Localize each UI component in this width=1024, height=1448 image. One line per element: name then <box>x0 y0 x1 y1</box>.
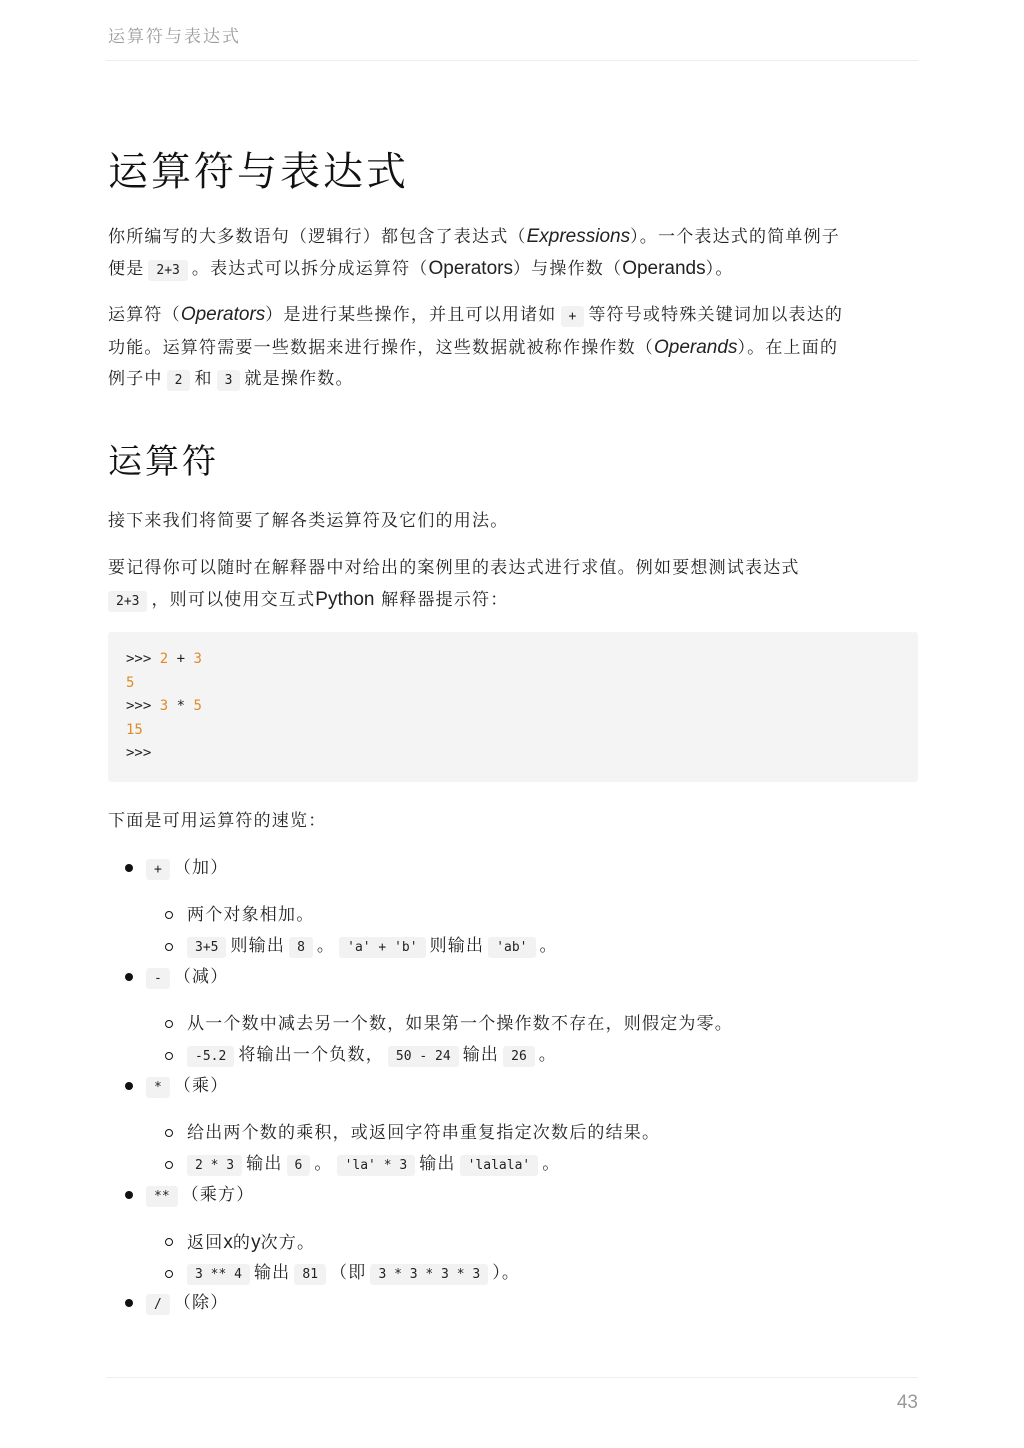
text: 你所编写的大多数语句（逻辑行）都包含了表达式（ <box>108 227 527 247</box>
text: 。表达式可以拆分成运算符（ <box>191 259 429 279</box>
sub-item-desc: 给出两个数的乘积，或返回字符串重复指定次数后的结果。 <box>187 1123 661 1143</box>
operator: * <box>176 698 186 714</box>
intro-paragraph-2 <box>108 299 918 396</box>
operator-name: （乘） <box>173 1076 229 1096</box>
inline-code: 3 <box>217 370 241 391</box>
term-python: Python <box>315 589 375 610</box>
list-item-div <box>146 1288 228 1320</box>
prompt: >>> <box>126 698 152 714</box>
sub-bullet-icon <box>165 1020 173 1028</box>
term-operators: Operators <box>428 258 513 279</box>
operator-symbol: - <box>146 968 170 989</box>
operator-symbol: + <box>146 859 170 880</box>
sub-item-example <box>187 1258 520 1290</box>
var-y: y <box>251 1232 261 1253</box>
term-operands: Operands <box>622 258 706 279</box>
operator: + <box>176 651 186 667</box>
text: 输出 <box>253 1263 291 1283</box>
operator-name: （减） <box>173 967 229 987</box>
number: 3 <box>193 651 202 667</box>
operator-name: （乘方） <box>181 1185 255 1205</box>
inline-code: 'lalala' <box>460 1155 539 1176</box>
sub-bullet-icon <box>165 943 173 951</box>
sub-item-desc: 从一个数中减去另一个数，如果第一个操作数不存在，则假定为零。 <box>187 1014 733 1034</box>
text: 的 <box>232 1233 252 1253</box>
term-operands: Operands <box>654 337 738 358</box>
output: 5 <box>126 674 135 691</box>
text: 例子中 <box>108 369 163 389</box>
text: ）与操作数（ <box>512 259 623 279</box>
text: 。 <box>539 936 558 956</box>
inline-code: 2+3 <box>108 591 147 612</box>
number: 3 <box>159 698 169 714</box>
bullet-icon <box>125 864 133 872</box>
text: 功能。运算符需要一些数据来进行操作，这些数据就被称作操作数（ <box>108 338 654 358</box>
inline-code: 3+5 <box>187 937 226 958</box>
list-item-mul <box>146 1071 228 1103</box>
text: 则输出 <box>230 936 286 956</box>
text: 输出 <box>246 1154 283 1174</box>
inline-code: 2 <box>167 370 191 391</box>
section-paragraph-2 <box>108 553 918 617</box>
inline-code: 'la' * 3 <box>337 1155 416 1176</box>
text: ）。 <box>492 1263 521 1283</box>
inline-code: + <box>561 306 585 327</box>
list-item-add <box>146 853 228 885</box>
number: 2 <box>159 651 169 667</box>
text: 解释器提示符： <box>381 590 509 610</box>
list-item-pow <box>146 1180 254 1212</box>
number: 5 <box>193 698 202 714</box>
bullet-icon <box>125 1299 133 1307</box>
bullet-icon <box>125 1191 133 1199</box>
text: 次方。 <box>260 1233 316 1253</box>
inline-code: 8 <box>289 937 313 958</box>
text: ）。一个表达式的简单例子 <box>630 227 841 247</box>
text: ）是进行某些操作，并且可以用诸如 <box>265 305 557 325</box>
sub-item-example <box>187 1149 560 1181</box>
operator-symbol: ** <box>146 1186 178 1207</box>
text: 就是操作数。 <box>244 369 354 389</box>
sub-item-example <box>187 1040 557 1072</box>
list-item-sub <box>146 962 228 994</box>
term-expressions: Expressions <box>526 226 631 247</box>
text: ，则可以使用交互式 <box>151 590 316 610</box>
operator-name: （除） <box>173 1293 229 1313</box>
inline-code: 'a' + 'b' <box>339 937 425 958</box>
text: 运算符（ <box>108 305 181 325</box>
sub-bullet-icon <box>165 1129 173 1137</box>
running-head: 运算符与表达式 <box>108 27 241 47</box>
page-title: 运算符与表达式 <box>108 149 409 195</box>
text: 输出 <box>419 1154 456 1174</box>
text: ）。 <box>705 259 734 279</box>
sub-bullet-icon <box>165 1052 173 1060</box>
bullet-icon <box>125 973 133 981</box>
text: 。 <box>314 1154 333 1174</box>
operator-name: （加） <box>173 858 229 878</box>
text: 。 <box>538 1045 557 1065</box>
header-divider <box>106 60 918 61</box>
inline-code: 3 ** 4 <box>187 1264 250 1285</box>
sub-bullet-icon <box>165 911 173 919</box>
inline-code: 26 <box>503 1046 535 1067</box>
page-number: 43 <box>896 1392 918 1413</box>
text: ）。在上面的 <box>737 338 839 358</box>
section-title: 运算符 <box>108 442 219 482</box>
inline-code: -5.2 <box>187 1046 234 1067</box>
footer-divider <box>106 1377 918 1378</box>
text: 则输出 <box>429 936 485 956</box>
term-operators: Operators <box>180 304 266 325</box>
text: 。 <box>542 1154 561 1174</box>
inline-code: 50 - 24 <box>388 1046 459 1067</box>
sub-bullet-icon <box>165 1238 173 1246</box>
inline-code: 3 * 3 * 3 * 3 <box>370 1264 488 1285</box>
text: 便是 <box>108 259 145 279</box>
sub-bullet-icon <box>165 1270 173 1278</box>
intro-paragraph-1 <box>108 221 918 286</box>
sub-item-example <box>187 931 558 963</box>
var-x: x <box>223 1232 233 1253</box>
bullet-icon <box>125 1082 133 1090</box>
inline-code: 6 <box>287 1155 311 1176</box>
text: 返回 <box>187 1233 224 1253</box>
text: 。 <box>316 936 336 956</box>
sub-bullet-icon <box>165 1161 173 1169</box>
prompt: >>> <box>126 651 152 667</box>
inline-code: 81 <box>294 1264 326 1285</box>
section-paragraph-3: 下面是可用运算符的速览： <box>108 811 327 831</box>
code-listing <box>126 648 202 766</box>
text: （即 <box>330 1263 367 1283</box>
inline-code: 2 * 3 <box>187 1155 242 1176</box>
prompt: >>> <box>126 745 152 761</box>
inline-code: 2+3 <box>148 260 187 281</box>
text: 将输出一个负数， <box>238 1045 384 1065</box>
text: 要记得你可以随时在解释器中对给出的案例里的表达式进行求值。例如要想测试表达式 <box>108 558 800 578</box>
sub-item-desc: 两个对象相加。 <box>187 905 315 925</box>
sub-item-desc <box>187 1227 315 1259</box>
operator-symbol: / <box>146 1294 170 1315</box>
text: 等符号或特殊关键词加以表达的 <box>588 305 844 325</box>
text: 输出 <box>462 1045 500 1065</box>
operator-symbol: * <box>146 1077 170 1098</box>
output: 15 <box>126 721 143 738</box>
text: 和 <box>194 369 213 389</box>
section-paragraph-1: 接下来我们将简要了解各类运算符及它们的用法。 <box>108 511 509 531</box>
inline-code: 'ab' <box>488 937 535 958</box>
code-block <box>108 632 918 782</box>
